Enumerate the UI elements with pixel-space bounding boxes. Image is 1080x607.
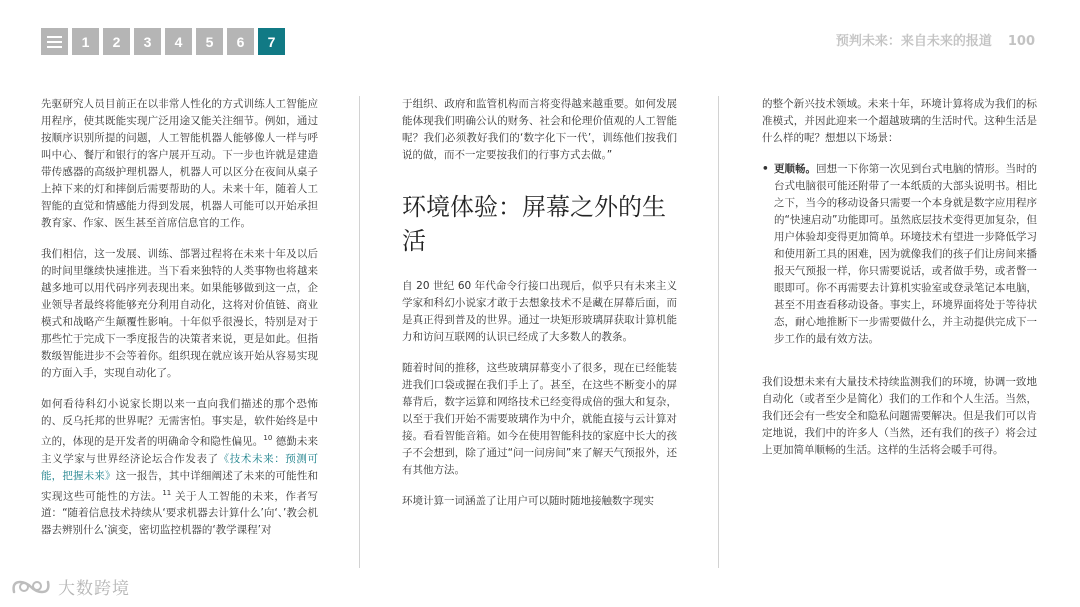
paragraph: 自 20 世纪 60 年代命令行接口出现后，似乎只有未来主义学家和科幻小说家才敢于去想象技术不是藏在屏幕后面，而是真正得到普及的世界。通过一块矩形玻璃屏获取计算机能力和访问互联网的认识已经成了大多数人的教条。 bbox=[402, 280, 677, 343]
bullet-item bbox=[762, 161, 1037, 348]
hamburger-icon bbox=[47, 36, 62, 48]
paragraph: 于组织、政府和监管机构而言将变得越来越重要。如何发展能体现我们明确公认的财务、社会和伦理价值观的人工智能呢？我们必须教好我们的‘数字化下一代’，训练他们按我们说的做，而不一定要按我们的行事方式去做。” bbox=[402, 98, 677, 161]
text-run: 如何看待科幻小说家长期以来一直向我们描述的那个恐怖的、反乌托邦的世界呢？无需害怕。事实是，软件始终是中立的，体现的是开发者的明确命令和隐性偏见。 bbox=[41, 398, 318, 448]
paragraph: 我们相信，这一发展、训练、部署过程将在未来十年及以后的时间里继续快速推进。当下看来独特的人类事物也将越来越多地可以用代码序列表现出来。如果能够做到这一点，企业领导者最终将能够充分利用自动化，这将对价值链、商业模式和战略产生颠覆性影响。十年似乎很漫长，特别是对于那些忙于完成下一季度报告的决策者来说，更是如此。但指数级智能进步不会等着你。组织现在就应该开始从容易实现的方面入手，实现自动化了。 bbox=[41, 248, 318, 379]
text-column-2 bbox=[402, 96, 677, 524]
page-button-5[interactable]: 5 bbox=[196, 28, 223, 55]
document-title: 预判未来：来自未来的报道 bbox=[835, 34, 992, 49]
paragraph: 先驱研究人员目前正在以非常人性化的方式训练人工智能应用程序，使其既能实现广泛用途又能关注细节。例如，通过按顺序识别所提的问题，人工智能机器人能够像人一样与呼叫中心、餐厅和银行的客户展开互动。下一步也许就是建造带传感器的高级护理机器人，机器人可以区分在夜间从桌子上掉下来的灯和摔倒后需要帮助的人。未来十年，随着人工智能的直觉和情感能力得到发展，机器人可能可以开始承担教育家、作家、医生甚至首席信息官的工作。 bbox=[41, 98, 318, 229]
paragraph: 的整个新兴技术领域。未来十年，环境计算将成为我们的标准模式，并因此迎来一个超越玻璃的生活时代。这种生活是什么样的呢？想想以下场景： bbox=[762, 98, 1037, 144]
text-column-1 bbox=[41, 96, 318, 553]
watermark-text: 大数跨境 bbox=[58, 579, 130, 599]
bullet-text bbox=[774, 161, 1037, 348]
paragraph: 随着时间的推移，这些玻璃屏幕变小了很多，现在已经能装进我们口袋或握在我们手上了。甚至，在这些不断变小的屏幕背后，数字运算和网络技术已经变得成倍的强大和复杂，以至于我们开始不需要玻璃作为中介，就能直接与云计算对接。看看智能音箱。如今在使用智能科技的家庭中长大的孩子不会想到，除了通过“问一问房间”来了解天气预报外，还有其他方法。 bbox=[402, 362, 677, 476]
bullet-marker: • bbox=[762, 163, 769, 175]
footnote-ref[interactable]: 11 bbox=[162, 488, 172, 497]
bullet-title: 更顺畅。 bbox=[774, 163, 817, 175]
text-run: 德勤未来主义学家与世界经济论坛合作发表了 bbox=[41, 435, 319, 465]
text-column-3 bbox=[762, 96, 1037, 473]
text-run: 关于人工智能的未来，作者写道：“随着信息技术持续从‘要求机器去计算什么’向‘、’教会机器去辨别什么’演变，密切监控机器的‘教学课程’对 bbox=[41, 490, 319, 536]
page-button-6[interactable]: 6 bbox=[227, 28, 254, 55]
text-run: 这一报告，其中详细阐述了未来的可能性和实现这些可能性的方法。 bbox=[41, 469, 319, 502]
page-button-7[interactable]: 7 bbox=[258, 28, 285, 55]
page-button-2[interactable]: 2 bbox=[103, 28, 130, 55]
paragraph: 我们设想未来有大量技术持续监测我们的环境，协调一致地自动化（或者至少是简化）我们的工作和个人生活。当然，我们还会有一些安全和隐私问题需要解决。但是我们可以肯定地说，我们中的许多人（当然，还有我们的孩子）将会过上更加简单顺畅的生活。这样的生活将会暖手可得。 bbox=[762, 376, 1037, 456]
footnote-ref[interactable]: 10 bbox=[263, 434, 273, 442]
column-divider bbox=[359, 96, 360, 568]
report-link[interactable]: 《技术未来：预测可能，把握未来》 bbox=[41, 452, 319, 482]
page-button-1[interactable]: 1 bbox=[72, 28, 99, 55]
page-navigation bbox=[41, 28, 285, 55]
page-number: 100 bbox=[1007, 34, 1035, 49]
running-header bbox=[836, 30, 1035, 49]
paragraph: 环境计算一词涵盖了让用户可以随时随地接触数字现实 bbox=[402, 495, 654, 507]
column-divider bbox=[718, 96, 719, 568]
bullet-body: 回想一下你第一次见到台式电脑的情形。当时的台式电脑很可能还附带了一本纸质的大部头说明书。相比之下，当今的移动设备只需要一个本身就是数字应用程序的“快速启动”功能即可。虽然底层技术变得更加复杂，但用户体验却变得更加简单。环境技术有望进一步降低学习和使用新工具的困难，因为就像我们的孩子们让房间来播报天气预报一样，你只需要说话，或者做手势，或者瞥一眼即可。你不再需要去计算机实验室或登录笔记本电脑，甚至不用查看移动设备。事实上，环境界面将处于等待状态，耐心地推断下一步需要做什么，并主动提供完成下一步工作的最有效方法。 bbox=[774, 163, 1038, 345]
watermark bbox=[10, 574, 130, 599]
section-heading: 环境体验：屏幕之外的生活 bbox=[402, 193, 666, 255]
infinity-logo-icon bbox=[10, 576, 52, 598]
page-button-3[interactable]: 3 bbox=[134, 28, 161, 55]
paragraph bbox=[41, 396, 318, 539]
menu-button[interactable] bbox=[41, 28, 68, 55]
page-button-4[interactable]: 4 bbox=[165, 28, 192, 55]
